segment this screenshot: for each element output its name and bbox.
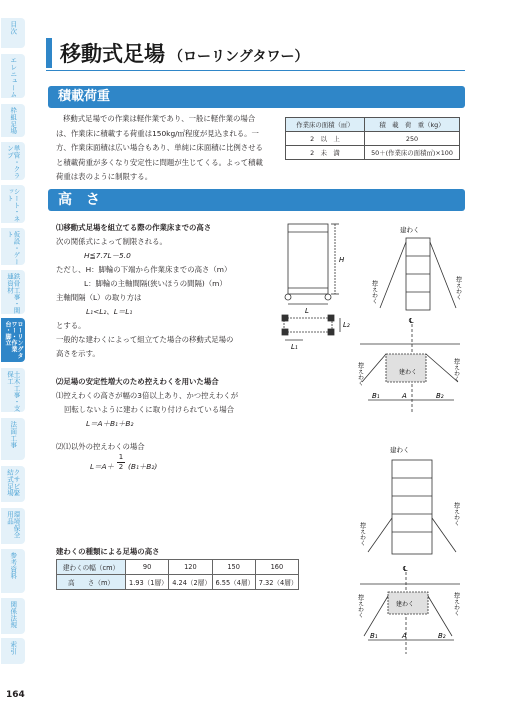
- label-hikaewaku-left: 控えわく: [356, 362, 364, 386]
- sub2-heading: ⑵足場の安定性増大のため控えわくを用いた場合: [56, 377, 219, 386]
- figure-basic-tower: [276, 222, 356, 357]
- tower-frame: [288, 224, 328, 294]
- sidebar-tab[interactable]: [1, 418, 25, 460]
- sidebar-tab-label: 土木工事・支保工: [6, 371, 21, 412]
- label-hikaewaku-right: 控えわく: [452, 502, 460, 526]
- sub1-line: L：脚輪の主軸間隔(狭いほうの間隔)（m）: [84, 279, 227, 288]
- figure-plan-view-1: [356, 318, 464, 414]
- load-body-text: 移動式足場での作業は軽作業であり、一般に軽作業の場合は、作業床に積載する荷重は150kg/㎡程度が見込まれる。一方、作業床面積は広い場合もあり、単純に床面積に比例させると積載荷重が多くなり安定性に問題が生じてくる。よって積載荷重は表のように制限する。: [56, 114, 263, 181]
- page-number: 164: [6, 690, 25, 700]
- sidebar-tab-label: 法面工事: [9, 421, 18, 449]
- height-table-caption: 建わくの種類による足場の高さ: [56, 547, 160, 556]
- dim-B1-label: B₁: [372, 392, 380, 400]
- sidebar-tab[interactable]: [1, 228, 25, 265]
- sub1-formula: H≦7.7L－5.0: [84, 251, 131, 260]
- load-table-cell: 50＋(作業床の面積㎡)×100: [365, 146, 460, 160]
- sidebar-tab-label: エレニューム: [9, 57, 18, 98]
- dim-B1-label: B₁: [370, 632, 378, 640]
- sub2-formula: L＝A＋B₁＋B₂: [86, 419, 134, 428]
- load-table: [285, 117, 460, 160]
- label-hikaewaku-right: 控えわく: [454, 276, 462, 300]
- index-sidebar: [0, 0, 26, 668]
- sub1-heading: ⑴移動式足場を組立てる際の作業床までの高さ: [56, 223, 212, 232]
- sub1-line: ただし、H：脚輪の下端から作業床までの高さ（m）: [56, 265, 232, 274]
- page-title: [60, 38, 308, 68]
- sub1-line: とする。: [56, 321, 86, 330]
- title-sub: （ローリングタワー）: [169, 49, 309, 65]
- height-table-cell: 90: [126, 560, 169, 575]
- sub1-formula: L₁<L₂、L＝L₁: [86, 307, 133, 316]
- height-table: [56, 559, 299, 590]
- sidebar-tab[interactable]: [1, 318, 25, 362]
- sidebar-tab-label: 参考資料: [9, 552, 18, 580]
- title-accent: [46, 38, 52, 68]
- label-hikaewaku-left: 控えわく: [356, 594, 364, 618]
- sidebar-tab-label: 鉄骨工事・関連資材: [6, 273, 21, 314]
- load-table-header-load: 積 載 荷 重（kg）: [365, 118, 460, 132]
- sidebar-tab-label: 単管・クランプ: [6, 145, 21, 179]
- sidebar-tab-label: 索引: [9, 641, 18, 655]
- sub1-line: 次の関係式によって制限される。: [56, 237, 167, 246]
- sidebar-tab[interactable]: [1, 638, 25, 664]
- dim-A-label: A: [402, 632, 407, 640]
- sidebar-tab[interactable]: [1, 54, 25, 98]
- sidebar-tab-label: 目次: [9, 21, 18, 35]
- sidebar-tab[interactable]: [1, 270, 25, 314]
- load-table-cell: 250: [365, 132, 460, 146]
- sub2-line: ⑴控えわくの高さが幅の3倍以上あり、かつ控えわくが: [56, 391, 239, 400]
- sub2-line: 回転しないように建わくに取り付けられている場合: [64, 405, 234, 414]
- centerline-mark: ℄: [409, 318, 414, 325]
- centerline-mark: ℄: [403, 566, 408, 573]
- sidebar-tab[interactable]: [1, 185, 25, 223]
- sidebar-tab[interactable]: [1, 18, 25, 48]
- figure-outrigger-tower: [368, 222, 468, 312]
- sidebar-tab-label: シート・ネット: [6, 188, 21, 222]
- dim-A-label: A: [402, 392, 407, 400]
- sidebar-tab-label: 環境保全用品: [6, 511, 21, 539]
- label-tatewaku: 建わく: [390, 446, 410, 454]
- label-hikaewaku-left: 控えわく: [370, 280, 378, 304]
- sidebar-tab-label: 関係法規: [9, 601, 18, 629]
- title-main: 移動式足場: [60, 42, 165, 66]
- page-title-bar: [46, 36, 465, 71]
- sidebar-tab[interactable]: [1, 142, 25, 180]
- fraction: [117, 453, 125, 472]
- load-table-cell: 2 以 上: [286, 132, 365, 146]
- dim-L1-label: L₁: [291, 343, 298, 351]
- height-table-cell: 7.32（4層）: [255, 575, 298, 590]
- height-table-row-label: 建わくの幅（cm）: [57, 560, 126, 575]
- dim-L2-label: L₂: [343, 321, 350, 329]
- height-table-cell: 4.24（2層）: [169, 575, 212, 590]
- sub2-line: ⑵⑴以外の控えわくの場合: [56, 442, 145, 451]
- height-table-row-label: 高 さ（m）: [57, 575, 126, 590]
- height-table-cell: 160: [255, 560, 298, 575]
- figure-outrigger-tower-2: [358, 438, 466, 558]
- sidebar-tab[interactable]: [1, 508, 25, 544]
- label-tatewaku: 建わく: [396, 601, 415, 608]
- load-table-header-area: 作業床の面積（㎡）: [286, 118, 365, 132]
- height-table-cell: 1.93（1層）: [126, 575, 169, 590]
- height-table-cell: 150: [212, 560, 255, 575]
- sidebar-tab[interactable]: [1, 549, 25, 593]
- fraction-numerator: 1: [118, 453, 124, 461]
- sub2-formula-lhs: L＝A＋: [90, 462, 114, 471]
- sidebar-tab-label: ローリングタワー・作業台・脚立: [4, 321, 23, 359]
- label-tatewaku: 建わく: [399, 369, 418, 376]
- dim-L-label: L: [305, 307, 309, 315]
- dim-H-label: H: [339, 256, 345, 264]
- figure-plan-view-2: [356, 566, 464, 656]
- sub1-line: 高さを示す。: [56, 349, 100, 358]
- sidebar-tab-label: クサビ緊結式足場: [6, 469, 21, 497]
- sub1-line: 一般的な建わくによって組立てた場合の移動式足場の: [56, 335, 234, 344]
- sidebar-tab[interactable]: [1, 368, 25, 412]
- height-table-cell: 6.55（4層）: [212, 575, 255, 590]
- label-tatewaku: 建わく: [400, 226, 420, 234]
- sidebar-tab-label: 仮設・ゲート: [6, 231, 21, 265]
- sub1-line: 主軸間隔（L）の取り方は: [56, 293, 142, 302]
- dim-B2-label: B₂: [438, 632, 446, 640]
- dim-B2-label: B₂: [436, 392, 444, 400]
- sidebar-tab[interactable]: [1, 598, 25, 634]
- load-table-cell: 2 未 満: [286, 146, 365, 160]
- height-table-cell: 120: [169, 560, 212, 575]
- sub2-formula-rhs: (B₁＋B₂): [128, 462, 158, 471]
- sidebar-tab[interactable]: [1, 466, 25, 502]
- label-hikaewaku-left: 控えわく: [358, 522, 366, 546]
- sidebar-tab[interactable]: [1, 104, 25, 137]
- label-hikaewaku-right: 控えわく: [452, 592, 460, 616]
- sidebar-tab-label: 枠組足場: [9, 107, 18, 135]
- section-heading-height: 高 さ: [48, 189, 465, 211]
- section-heading-load: 積載荷重: [48, 86, 465, 108]
- label-hikaewaku-right: 控えわく: [452, 358, 460, 382]
- fraction-denominator: 2: [118, 463, 124, 471]
